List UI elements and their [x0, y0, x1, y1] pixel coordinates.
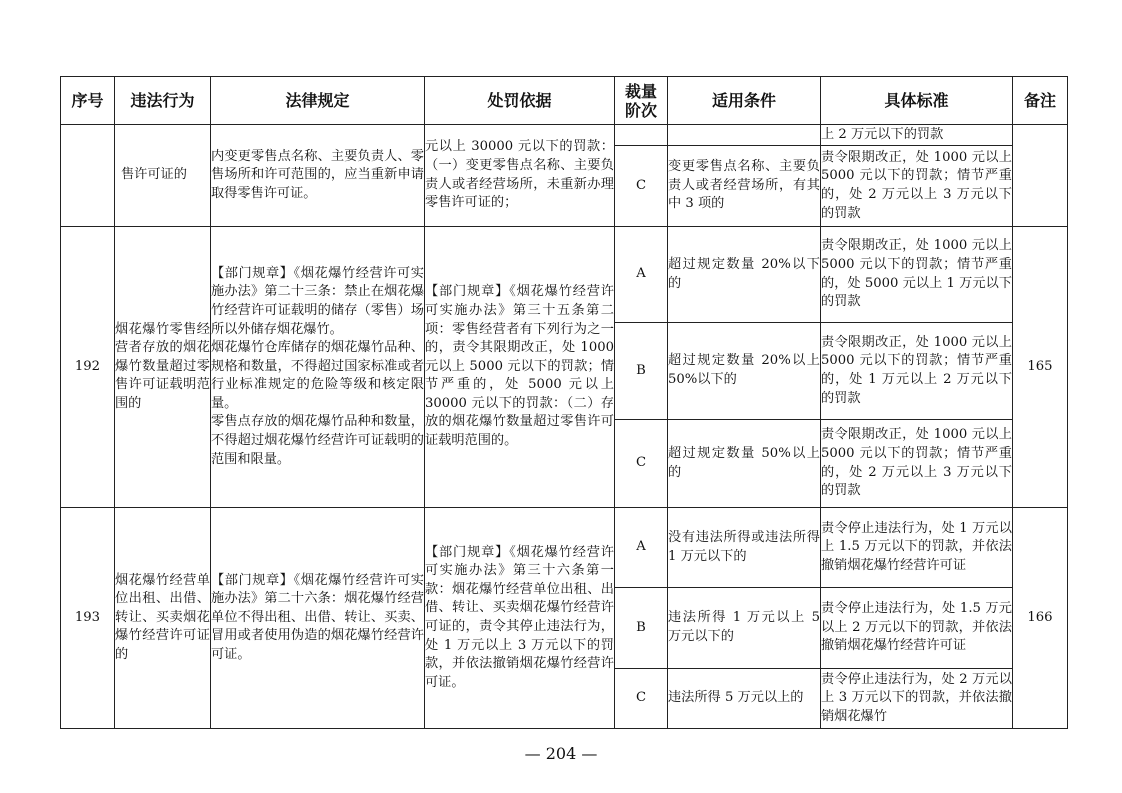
row-193-level-a: A: [615, 508, 668, 588]
row-193-law: 【部门规章】《烟花爆竹经营许可实施办法》第二十六条：烟花爆竹经营单位不得出租、出借、转让、买卖、冒用或者使用伪造的烟花爆竹经营许可证。: [211, 508, 425, 729]
cont-cond-cell: 变更零售点名称、主要负责人或者经营场所，有其中 3 项的: [668, 146, 821, 227]
header-note: 备注: [1013, 77, 1068, 125]
page-number: — 204 —: [524, 744, 598, 763]
cont-level-cell: C: [615, 146, 668, 227]
header-cond: 适用条件: [668, 77, 821, 125]
row-193-basis: 【部门规章】《烟花爆竹经营许可实施办法》第三十六条第一款：烟花爆竹经营单位出租、出借、转让、买卖烟花爆竹经营许可证的，责令其停止违法行为，处 1 万元以上 3 万元以下的罚款，并依法撤销烟花爆竹经营许可证。: [425, 508, 615, 729]
row-192-law: 【部门规章】《烟花爆竹经营许可实施办法》第二十三条：禁止在烟花爆竹经营许可证载明的储存（零售）场所以外储存烟花爆竹。 烟花爆竹仓库储存的烟花爆竹品种、规格和数量，不得超过国家标准或者行业标准规定的危险等级和核定限量。 零售点存放的烟花爆竹品种和数量，不得超过烟花爆竹经营许可证载明的范围和限量。: [211, 227, 425, 508]
header-no: 序号: [61, 77, 115, 125]
row-192-basis: 【部门规章】《烟花爆竹经营许可实施办法》第三十五条第二项：零售经营者有下列行为之一的，责令其限期改正，处 1000 元以上 5000 元以下的罚款；情节严重的，处 5000 元以上 30000 元以下的罚款：（二）存放的烟花爆竹数量超过零售许可证载明范围的。: [425, 227, 615, 508]
row-193-cond-b: 违法所得 1 万元以上 5 万元以下的: [668, 588, 821, 669]
row-193-cond-c: 违法所得 5 万元以上的: [668, 669, 821, 729]
row-192-std-b: 责令限期改正，处 1000 元以上 5000 元以下的罚款；情节严重的，处 1 万元以上 2 万元以下的罚款: [821, 323, 1013, 420]
row-193-note: 166: [1013, 508, 1068, 729]
header-level: 裁量阶次: [615, 77, 668, 125]
cont-level0-cell: [615, 125, 668, 146]
cont-law-cell: 内变更零售点名称、主要负责人、零售场所和许可范围的，应当重新申请取得零售许可证。: [211, 125, 425, 227]
cont-std-cell: 责令限期改正，处 1000 元以上 5000 元以下的罚款；情节严重的，处 2 万元以上 3 万元以下的罚款: [821, 146, 1013, 227]
header-law: 法律规定: [211, 77, 425, 125]
cont-note-cell: [1013, 125, 1068, 227]
row-192-no: 192: [61, 227, 115, 508]
row-192-note: 165: [1013, 227, 1068, 508]
row-192-cond-b: 超过规定数量 20%以上 50%以下的: [668, 323, 821, 420]
cont-std0-cell: 上 2 万元以下的罚款: [821, 125, 1013, 146]
cont-no-cell: [61, 125, 115, 227]
cont-act-cell: 售许可证的: [115, 125, 211, 227]
row-192-level-a: A: [615, 227, 668, 323]
row-193-std-c: 责令停止违法行为，处 2 万元以上 3 万元以下的罚款，并依法撤销烟花爆竹: [821, 669, 1013, 729]
header-std: 具体标准: [821, 77, 1013, 125]
row-192-cond-a: 超过规定数量 20%以下的: [668, 227, 821, 323]
row-193-level-c: C: [615, 669, 668, 729]
row-193-act: 烟花爆竹经营单位出租、出借、转让、买卖烟花爆竹经营许可证的: [115, 508, 211, 729]
row-192-level-c: C: [615, 420, 668, 508]
row-193-no: 193: [61, 508, 115, 729]
header-basis: 处罚依据: [425, 77, 615, 125]
row-192-level-b: B: [615, 323, 668, 420]
row-193-std-b: 责令停止违法行为，处 1.5 万元以上 2 万元以下的罚款，并依法撤销烟花爆竹经营许可证: [821, 588, 1013, 669]
table-row: [61, 508, 1068, 588]
cont-cond0-cell: [668, 125, 821, 146]
header-row: [61, 77, 1068, 125]
penalty-table: [60, 76, 1068, 729]
table-row: [61, 125, 1068, 146]
row-193-std-a: 责令停止违法行为，处 1 万元以上 1.5 万元以下的罚款，并依法撤销烟花爆竹经营许可证: [821, 508, 1013, 588]
row-193-cond-a: 没有违法所得或违法所得 1 万元以下的: [668, 508, 821, 588]
row-192-std-a: 责令限期改正，处 1000 元以上 5000 元以下的罚款；情节严重的，处 5000 元以上 1 万元以下的罚款: [821, 227, 1013, 323]
cont-basis-cell: 元以上 30000 元以下的罚款：（一）变更零售点名称、主要负责人或者经营场所，未重新办理零售许可证的；: [425, 125, 615, 227]
row-192-act: 烟花爆竹零售经营者存放的烟花爆竹数量超过零售许可证载明范围的: [115, 227, 211, 508]
header-act: 违法行为: [115, 77, 211, 125]
row-193-level-b: B: [615, 588, 668, 669]
row-192-cond-c: 超过规定数量 50%以上的: [668, 420, 821, 508]
row-192-std-c: 责令限期改正，处 1000 元以上 5000 元以下的罚款；情节严重的，处 2 万元以上 3 万元以下的罚款: [821, 420, 1013, 508]
table-row: [61, 227, 1068, 323]
